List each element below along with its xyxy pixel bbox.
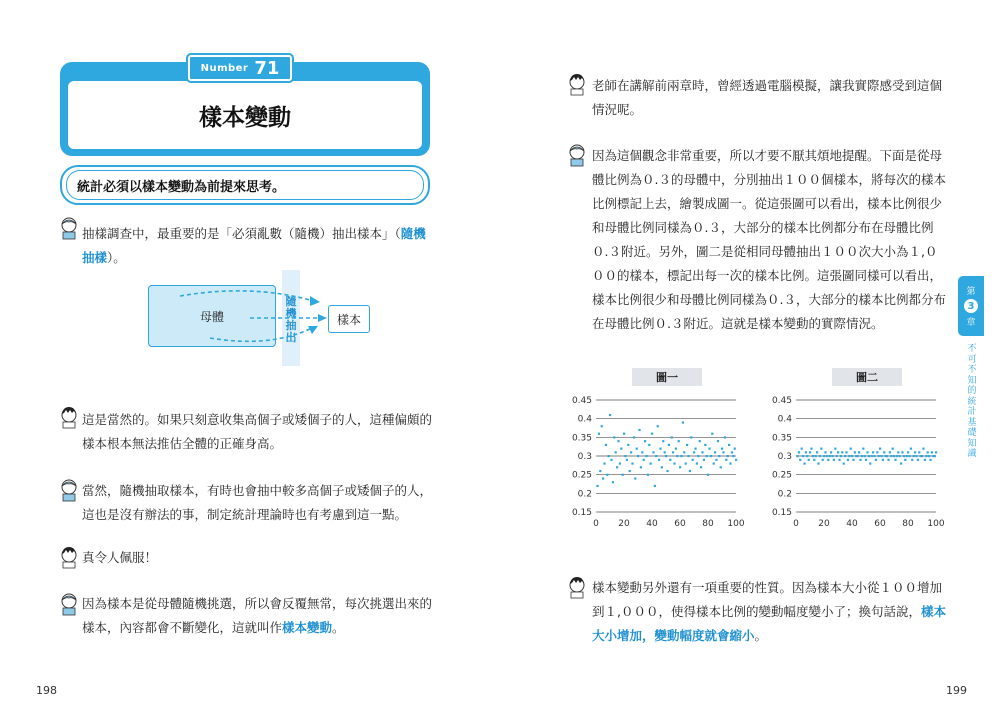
data-point — [615, 451, 617, 453]
data-point — [645, 455, 647, 457]
data-point — [927, 451, 929, 453]
p5-tail: 。 — [332, 620, 345, 635]
data-point — [650, 462, 652, 464]
x-tick-label: 40 — [846, 519, 858, 529]
subtitle: 統計必須以樣本變動為前提來思考。 — [66, 170, 424, 200]
data-point — [679, 466, 681, 468]
paragraph-5 — [82, 592, 438, 640]
data-point — [671, 436, 673, 438]
data-point — [796, 455, 798, 457]
data-point — [652, 451, 654, 453]
data-point — [816, 451, 818, 453]
data-point — [921, 455, 923, 457]
data-point — [711, 433, 713, 435]
y-tick-label: 0.3 — [577, 452, 592, 462]
data-point — [830, 451, 832, 453]
paragraph-1 — [82, 222, 438, 270]
page-number-right: 199 — [946, 684, 967, 697]
data-point — [693, 451, 695, 453]
data-point — [729, 462, 731, 464]
data-point — [799, 459, 801, 461]
data-point — [601, 425, 603, 427]
data-point — [637, 455, 639, 457]
data-point — [892, 448, 894, 450]
chapter-tab-bottom: 章 — [966, 318, 976, 328]
y-tick-label: 0.35 — [771, 433, 792, 444]
p1-text: 抽樣調查中，最重要的是「必須亂數（隨機）抽出樣本」（ — [82, 226, 401, 241]
data-point — [596, 485, 598, 487]
number-value: 71 — [254, 57, 280, 79]
rp3-text: 樣本變動另外還有一項重要的性質。因為樣本大小從１００增加到１,０００，使得樣本比例的變動幅度變小了；換句話說， — [592, 580, 943, 619]
data-point — [851, 455, 853, 457]
chart-1-title: 圖一 — [632, 368, 702, 386]
data-point — [833, 459, 835, 461]
data-point — [868, 455, 870, 457]
data-point — [619, 462, 621, 464]
data-point — [631, 462, 633, 464]
data-point — [858, 451, 860, 453]
student-avatar-icon — [566, 143, 588, 167]
data-point — [651, 433, 653, 435]
x-tick-label: 0 — [793, 519, 799, 529]
population-box: 母體 — [148, 285, 276, 347]
data-point — [878, 455, 880, 457]
data-point — [866, 451, 868, 453]
teacher-avatar-icon — [566, 575, 588, 599]
data-point — [931, 451, 933, 453]
data-point — [697, 455, 699, 457]
data-point — [871, 455, 873, 457]
data-point — [806, 455, 808, 457]
data-point — [699, 440, 701, 442]
x-tick-label: 60 — [874, 519, 886, 529]
page-title: 樣本變動 — [68, 81, 422, 149]
data-point — [922, 448, 924, 450]
data-point — [638, 429, 640, 431]
data-point — [805, 451, 807, 453]
rp3-highlight: 樣本大小增加，變動幅度就會縮小 — [592, 604, 946, 643]
data-point — [647, 474, 649, 476]
x-tick-label: 20 — [618, 519, 630, 529]
sample-box: 樣本 — [328, 305, 370, 333]
data-point — [854, 451, 856, 453]
data-point — [864, 455, 866, 457]
data-point — [829, 455, 831, 457]
data-point — [913, 455, 915, 457]
data-point — [836, 455, 838, 457]
data-point — [831, 455, 833, 457]
data-point — [850, 448, 852, 450]
chapter-side-title: 不可不知的統計基礎知識 — [967, 344, 977, 459]
data-point — [692, 459, 694, 461]
p1-highlight: 隨機抽樣 — [82, 226, 426, 265]
data-point — [657, 425, 659, 427]
data-point — [666, 470, 668, 472]
student-avatar-icon — [58, 478, 80, 502]
data-point — [822, 459, 824, 461]
data-point — [872, 451, 874, 453]
data-point — [798, 451, 800, 453]
data-point — [610, 459, 612, 461]
student-avatar-icon — [58, 592, 80, 616]
data-point — [629, 470, 631, 472]
data-point — [862, 448, 864, 450]
data-point — [852, 459, 854, 461]
data-point — [710, 455, 712, 457]
data-point — [609, 414, 611, 416]
data-point — [654, 485, 656, 487]
data-point — [815, 455, 817, 457]
data-point — [899, 455, 901, 457]
data-point — [708, 448, 710, 450]
y-tick-label: 0.4 — [777, 414, 792, 425]
data-point — [675, 448, 677, 450]
data-point — [911, 459, 913, 461]
data-point — [904, 459, 906, 461]
data-point — [680, 455, 682, 457]
data-point — [731, 451, 733, 453]
data-point — [918, 451, 920, 453]
y-tick-label: 0.25 — [771, 470, 792, 481]
data-point — [636, 448, 638, 450]
data-point — [880, 455, 882, 457]
right-paragraph-1: 老師在講解前兩章時，曾經透過電腦模擬，讓我實際感受到這個情況呢。 — [592, 78, 943, 117]
data-point — [602, 477, 604, 479]
data-point — [641, 451, 643, 453]
data-point — [659, 448, 661, 450]
data-point — [685, 462, 687, 464]
data-point — [605, 444, 607, 446]
data-point — [683, 451, 685, 453]
data-point — [915, 455, 917, 457]
data-point — [669, 459, 671, 461]
data-point — [917, 459, 919, 461]
right-paragraph-2: 因為這個觀念非常重要，所以才要不厭其煩地提醒。下面是從母體比例為０.３的母體中，分別抽出１００個樣本，將每次的樣本比例標記上去，繪製成圖一。從這張圖可以看出，樣本比例很少和母體比例同樣為０.３，大部分的樣本比例都分布在母體比例０.３附近。另外，圖二是從相同母體抽出１００次大小為１,０００的樣本，標記出每一次的樣本比例。這張圖同樣可以看出，樣本比例很少和母體比例同樣為０.３，大部分的樣本比例都分布在母體比例０.３附近。這就是樣本變動的實際情況。 — [592, 148, 946, 331]
data-point — [859, 459, 861, 461]
data-point — [678, 440, 680, 442]
sampling-arrows — [160, 282, 330, 348]
teacher-avatar-icon — [58, 405, 80, 429]
data-point — [734, 448, 736, 450]
data-point — [622, 474, 624, 476]
data-point — [809, 451, 811, 453]
data-point — [644, 440, 646, 442]
data-point — [623, 433, 625, 435]
data-point — [617, 440, 619, 442]
data-point — [819, 455, 821, 457]
y-tick-label: 0.45 — [571, 396, 592, 406]
data-point — [910, 448, 912, 450]
data-point — [929, 459, 931, 461]
data-point — [718, 455, 720, 457]
data-point — [722, 451, 724, 453]
data-point — [624, 455, 626, 457]
data-point — [824, 451, 826, 453]
x-tick-label: 60 — [674, 519, 686, 529]
data-point — [658, 459, 660, 461]
data-point — [823, 455, 825, 457]
p5-highlight: 樣本變動 — [282, 620, 333, 635]
data-point — [640, 466, 642, 468]
x-tick-label: 80 — [702, 519, 714, 529]
data-point — [914, 451, 916, 453]
data-point — [935, 451, 937, 453]
data-point — [844, 455, 846, 457]
data-point — [925, 455, 927, 457]
data-point — [820, 448, 822, 450]
x-tick-label: 100 — [727, 519, 745, 529]
data-point — [903, 455, 905, 457]
data-point — [812, 455, 814, 457]
chart-2 — [760, 392, 945, 532]
teacher-avatar-icon — [566, 72, 588, 96]
data-point — [655, 455, 657, 457]
data-point — [608, 455, 610, 457]
data-point — [682, 421, 684, 423]
data-point — [865, 459, 867, 461]
chapter-number: 3 — [964, 299, 978, 313]
x-tick-label: 40 — [646, 519, 658, 529]
data-point — [598, 433, 600, 435]
page-number-left: 198 — [36, 684, 57, 697]
data-point — [732, 455, 734, 457]
data-point — [889, 451, 891, 453]
data-point — [721, 448, 723, 450]
paragraph-3: 當然，隨機抽取樣本，有時也會抽中較多高個子或矮個子的人，這也是沒有辦法的事，制定統計理論時也有考慮到這一點。 — [82, 483, 433, 522]
data-point — [715, 459, 717, 461]
y-tick-label: 0.15 — [771, 508, 792, 518]
y-tick-label: 0.4 — [577, 414, 592, 425]
y-tick-label: 0.25 — [571, 470, 592, 481]
diagram-band-label: 隨機抽出 — [285, 295, 297, 344]
data-point — [882, 459, 884, 461]
data-point — [717, 440, 719, 442]
data-point — [626, 459, 628, 461]
data-point — [727, 455, 729, 457]
data-point — [857, 455, 859, 457]
data-point — [838, 459, 840, 461]
data-point — [672, 451, 674, 453]
data-point — [934, 455, 936, 457]
data-point — [813, 459, 815, 461]
y-tick-label: 0.3 — [777, 452, 792, 462]
data-point — [907, 451, 909, 453]
data-point — [662, 440, 664, 442]
data-point — [686, 444, 688, 446]
data-point — [689, 470, 691, 472]
data-point — [603, 462, 605, 464]
data-point — [700, 466, 702, 468]
y-tick-label: 0.35 — [571, 433, 592, 444]
data-point — [928, 455, 930, 457]
data-point — [894, 459, 896, 461]
y-tick-label: 0.15 — [571, 508, 592, 518]
data-point — [633, 436, 635, 438]
data-point — [848, 455, 850, 457]
data-point — [873, 455, 875, 457]
student-avatar-icon — [58, 216, 80, 240]
chart-1 — [560, 392, 745, 532]
y-tick-label: 0.2 — [577, 489, 592, 500]
data-point — [827, 459, 829, 461]
y-tick-label: 0.2 — [777, 489, 792, 500]
data-point — [896, 455, 898, 457]
data-point — [627, 444, 629, 446]
data-point — [725, 459, 727, 461]
data-point — [826, 455, 828, 457]
data-point — [837, 451, 839, 453]
chart-2-title: 圖二 — [832, 368, 902, 386]
data-point — [634, 477, 636, 479]
x-tick-label: 20 — [818, 519, 830, 529]
data-point — [817, 462, 819, 464]
data-point — [599, 470, 601, 472]
data-point — [676, 455, 678, 457]
data-point — [802, 455, 804, 457]
data-point — [724, 436, 726, 438]
data-point — [883, 451, 885, 453]
data-point — [728, 444, 730, 446]
y-tick-label: 0.45 — [771, 396, 792, 406]
x-tick-label: 100 — [927, 519, 945, 529]
data-point — [808, 459, 810, 461]
data-point — [606, 474, 608, 476]
data-point — [845, 451, 847, 453]
data-point — [690, 436, 692, 438]
x-tick-label: 80 — [902, 519, 914, 529]
x-tick-label: 0 — [593, 519, 599, 529]
data-point — [843, 462, 845, 464]
data-point — [924, 459, 926, 461]
data-point — [879, 448, 881, 450]
data-point — [720, 466, 722, 468]
p5-text: 因為樣本是從母體隨機挑選，所以會反覆無常，每次挑選出來的樣本，內容都會不斷變化，這就叫作 — [82, 596, 433, 635]
data-point — [665, 455, 667, 457]
data-point — [661, 466, 663, 468]
data-point — [643, 459, 645, 461]
data-point — [616, 466, 618, 468]
data-point — [803, 462, 805, 464]
paragraph-2: 這是當然的。如果只刻意收集高個子或矮個子的人，這種偏頗的樣本根本無法推估全體的正確身高。 — [82, 412, 433, 451]
data-point — [701, 451, 703, 453]
data-point — [834, 448, 836, 450]
data-point — [694, 448, 696, 450]
data-point — [714, 451, 716, 453]
data-point — [613, 436, 615, 438]
data-point — [897, 451, 899, 453]
data-point — [696, 462, 698, 464]
data-point — [706, 455, 708, 457]
chapter-tab-top: 第 — [966, 287, 976, 297]
data-point — [890, 455, 892, 457]
data-point — [630, 451, 632, 453]
chapter-tab[interactable] — [958, 276, 984, 336]
data-point — [876, 451, 878, 453]
data-point — [900, 462, 902, 464]
right-paragraph-3 — [592, 576, 948, 648]
data-point — [735, 459, 737, 461]
data-point — [620, 448, 622, 450]
data-point — [673, 462, 675, 464]
data-point — [901, 451, 903, 453]
data-point — [893, 455, 895, 457]
data-point — [664, 451, 666, 453]
data-point — [703, 459, 705, 461]
data-point — [886, 455, 888, 457]
data-point — [810, 448, 812, 450]
data-point — [861, 455, 863, 457]
number-tab — [188, 55, 292, 81]
data-point — [840, 455, 842, 457]
teacher-avatar-icon — [58, 545, 80, 569]
data-point — [906, 455, 908, 457]
data-point — [713, 462, 715, 464]
paragraph-4: 真令人佩服！ — [82, 550, 158, 565]
data-point — [707, 474, 709, 476]
data-point — [875, 459, 877, 461]
data-point — [704, 444, 706, 446]
data-point — [887, 459, 889, 461]
number-label: Number — [200, 62, 249, 74]
data-point — [687, 455, 689, 457]
data-point — [801, 448, 803, 450]
data-point — [841, 451, 843, 453]
p1-tail: ）。 — [107, 250, 126, 265]
rp3-tail: 。 — [754, 628, 768, 643]
data-point — [612, 481, 614, 483]
data-point — [847, 459, 849, 461]
data-point — [648, 444, 650, 446]
data-point — [908, 455, 910, 457]
data-point — [869, 462, 871, 464]
data-point — [668, 444, 670, 446]
